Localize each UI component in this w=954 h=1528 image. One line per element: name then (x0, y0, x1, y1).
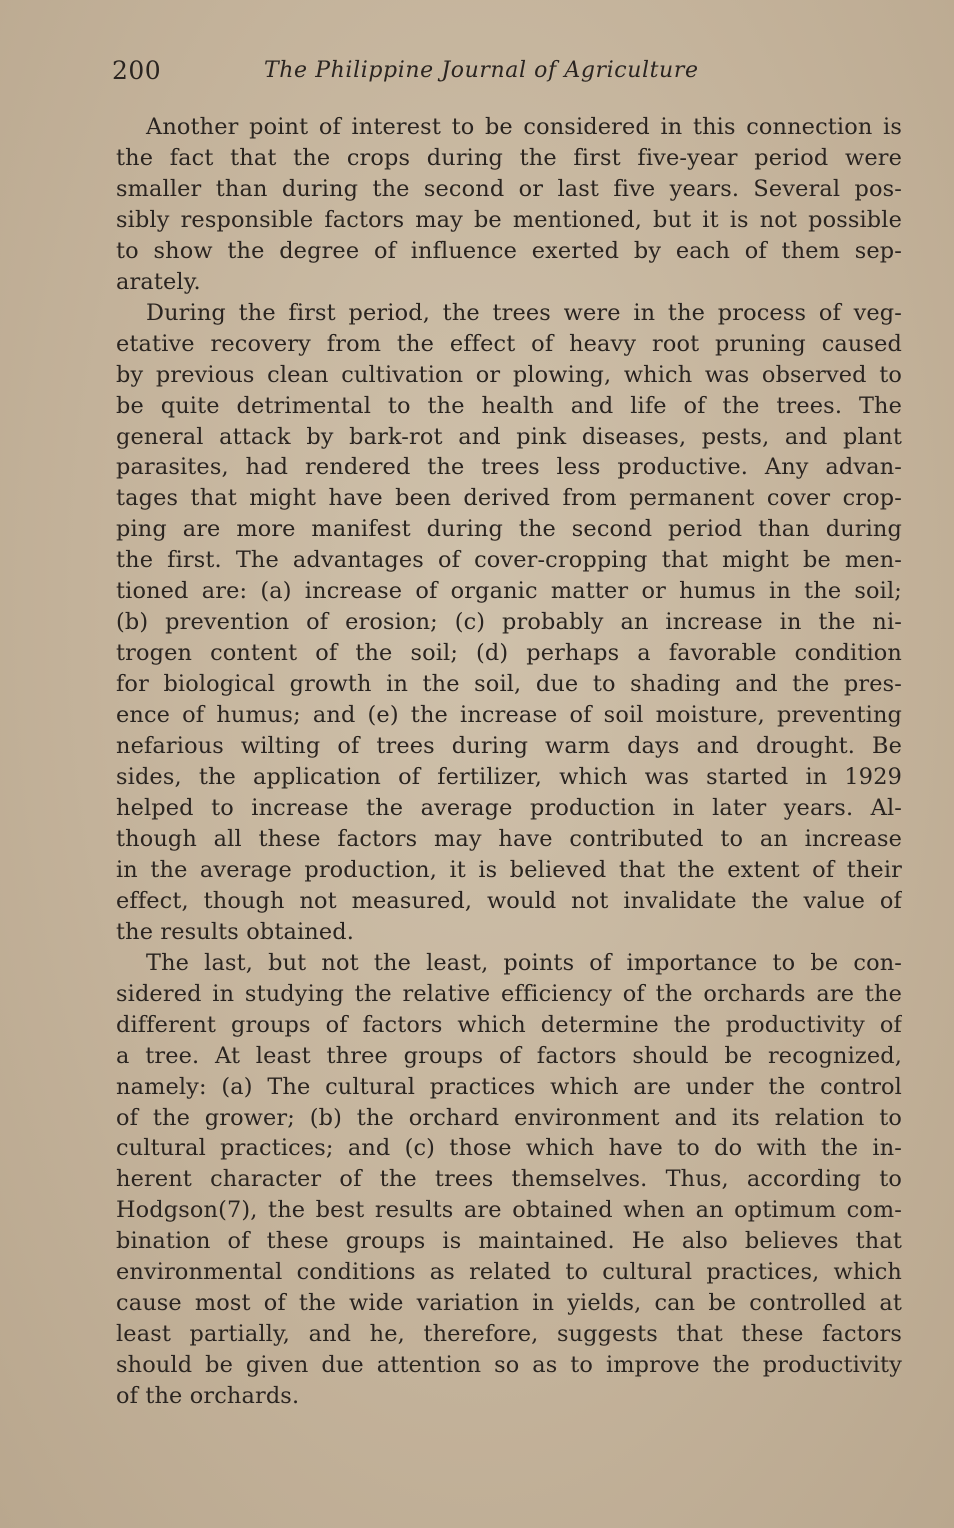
text-line: tages that might have been derived from permanent cover crop- (116, 485, 902, 512)
text-line: though all these factors may have contributed to an increase (116, 825, 902, 852)
text-line: the first. The advantages of cover-cropping that might be men- (116, 547, 902, 574)
text-line: etative recovery from the effect of heavy root pruning caused (116, 330, 902, 357)
text-line: the results obtained. (116, 918, 355, 945)
text-line: ence of humus; and (e) the increase of soil moisture, preventing (116, 702, 902, 729)
text-line: sibly responsible factors may be mentioned, but it is not possible (116, 206, 902, 233)
text-line: environmental conditions as related to cultural practices, which (116, 1259, 902, 1286)
text-line: ping are more manifest during the second period than during (116, 516, 902, 543)
text-line: namely: (a) The cultural practices which are under the control (116, 1073, 902, 1100)
text-line: to show the degree of influence exerted by each of them sep- (116, 237, 902, 264)
text-line: trogen content of the soil; (d) perhaps a favorable condition (116, 640, 902, 667)
text-line: The last, but not the least, points of importance to be con- (146, 949, 902, 976)
page-number: 200 (112, 56, 162, 85)
body-text (116, 112, 902, 1412)
text-line: cause most of the wide variation in yields, can be controlled at (116, 1290, 902, 1317)
text-line: be quite detrimental to the health and life of the trees. The (116, 392, 902, 419)
text-line: smaller than during the second or last five years. Several pos- (116, 175, 902, 202)
text-line: During the first period, the trees were in the process of veg- (146, 299, 902, 326)
text-line: herent character of the trees themselves. Thus, according to (116, 1166, 902, 1193)
text-line: bination of these groups is maintained. He also believes that (116, 1228, 902, 1255)
paragraph (116, 948, 902, 1412)
text-line: effect, though not measured, would not invalidate the value of (116, 887, 902, 914)
text-line: sides, the application of fertilizer, which was started in 1929 (116, 764, 902, 791)
journal-title: The Philippine Journal of Agriculture (264, 58, 699, 83)
text-line: nefarious wilting of trees during warm days and drought. Be (116, 733, 902, 760)
text-line: should be given due attention so as to improve the productivity (116, 1352, 902, 1379)
text-line: for biological growth in the soil, due to shading and the pres- (116, 671, 902, 698)
text-line: general attack by bark-rot and pink diseases, pests, and plant (116, 423, 902, 450)
text-line: parasites, had rendered the trees less productive. Any advan- (116, 454, 902, 481)
text-line: a tree. At least three groups of factors should be recognized, (116, 1042, 902, 1069)
text-line: helped to increase the average production in later years. Al- (116, 794, 902, 821)
text-line: tioned are: (a) increase of organic matter or humus in the soil; (116, 578, 902, 605)
text-line: the fact that the crops during the first five-year period were (116, 144, 902, 171)
text-line: cultural practices; and (c) those which have to do with the in- (116, 1135, 902, 1162)
paragraph (116, 298, 902, 948)
text-line: sidered in studying the relative efficiency of the orchards are the (116, 980, 902, 1007)
paragraph (116, 112, 902, 298)
text-line: Another point of interest to be considered in this connection is (146, 114, 902, 140)
running-head (112, 56, 902, 92)
text-line: (b) prevention of erosion; (c) probably an increase in the ni- (116, 609, 902, 636)
text-line: by previous clean cultivation or plowing, which was observed to (116, 361, 902, 388)
text-line: least partially, and he, therefore, suggests that these factors (116, 1321, 902, 1348)
text-line: of the orchards. (116, 1383, 300, 1410)
text-line: in the average production, it is believed that the extent of their (116, 856, 902, 883)
text-line: Hodgson(7), the best results are obtained when an optimum com- (116, 1197, 902, 1224)
text-line: arately. (116, 268, 201, 295)
text-line: different groups of factors which determine the productivity of (116, 1011, 902, 1038)
text-line: of the grower; (b) the orchard environment and its relation to (116, 1104, 902, 1131)
